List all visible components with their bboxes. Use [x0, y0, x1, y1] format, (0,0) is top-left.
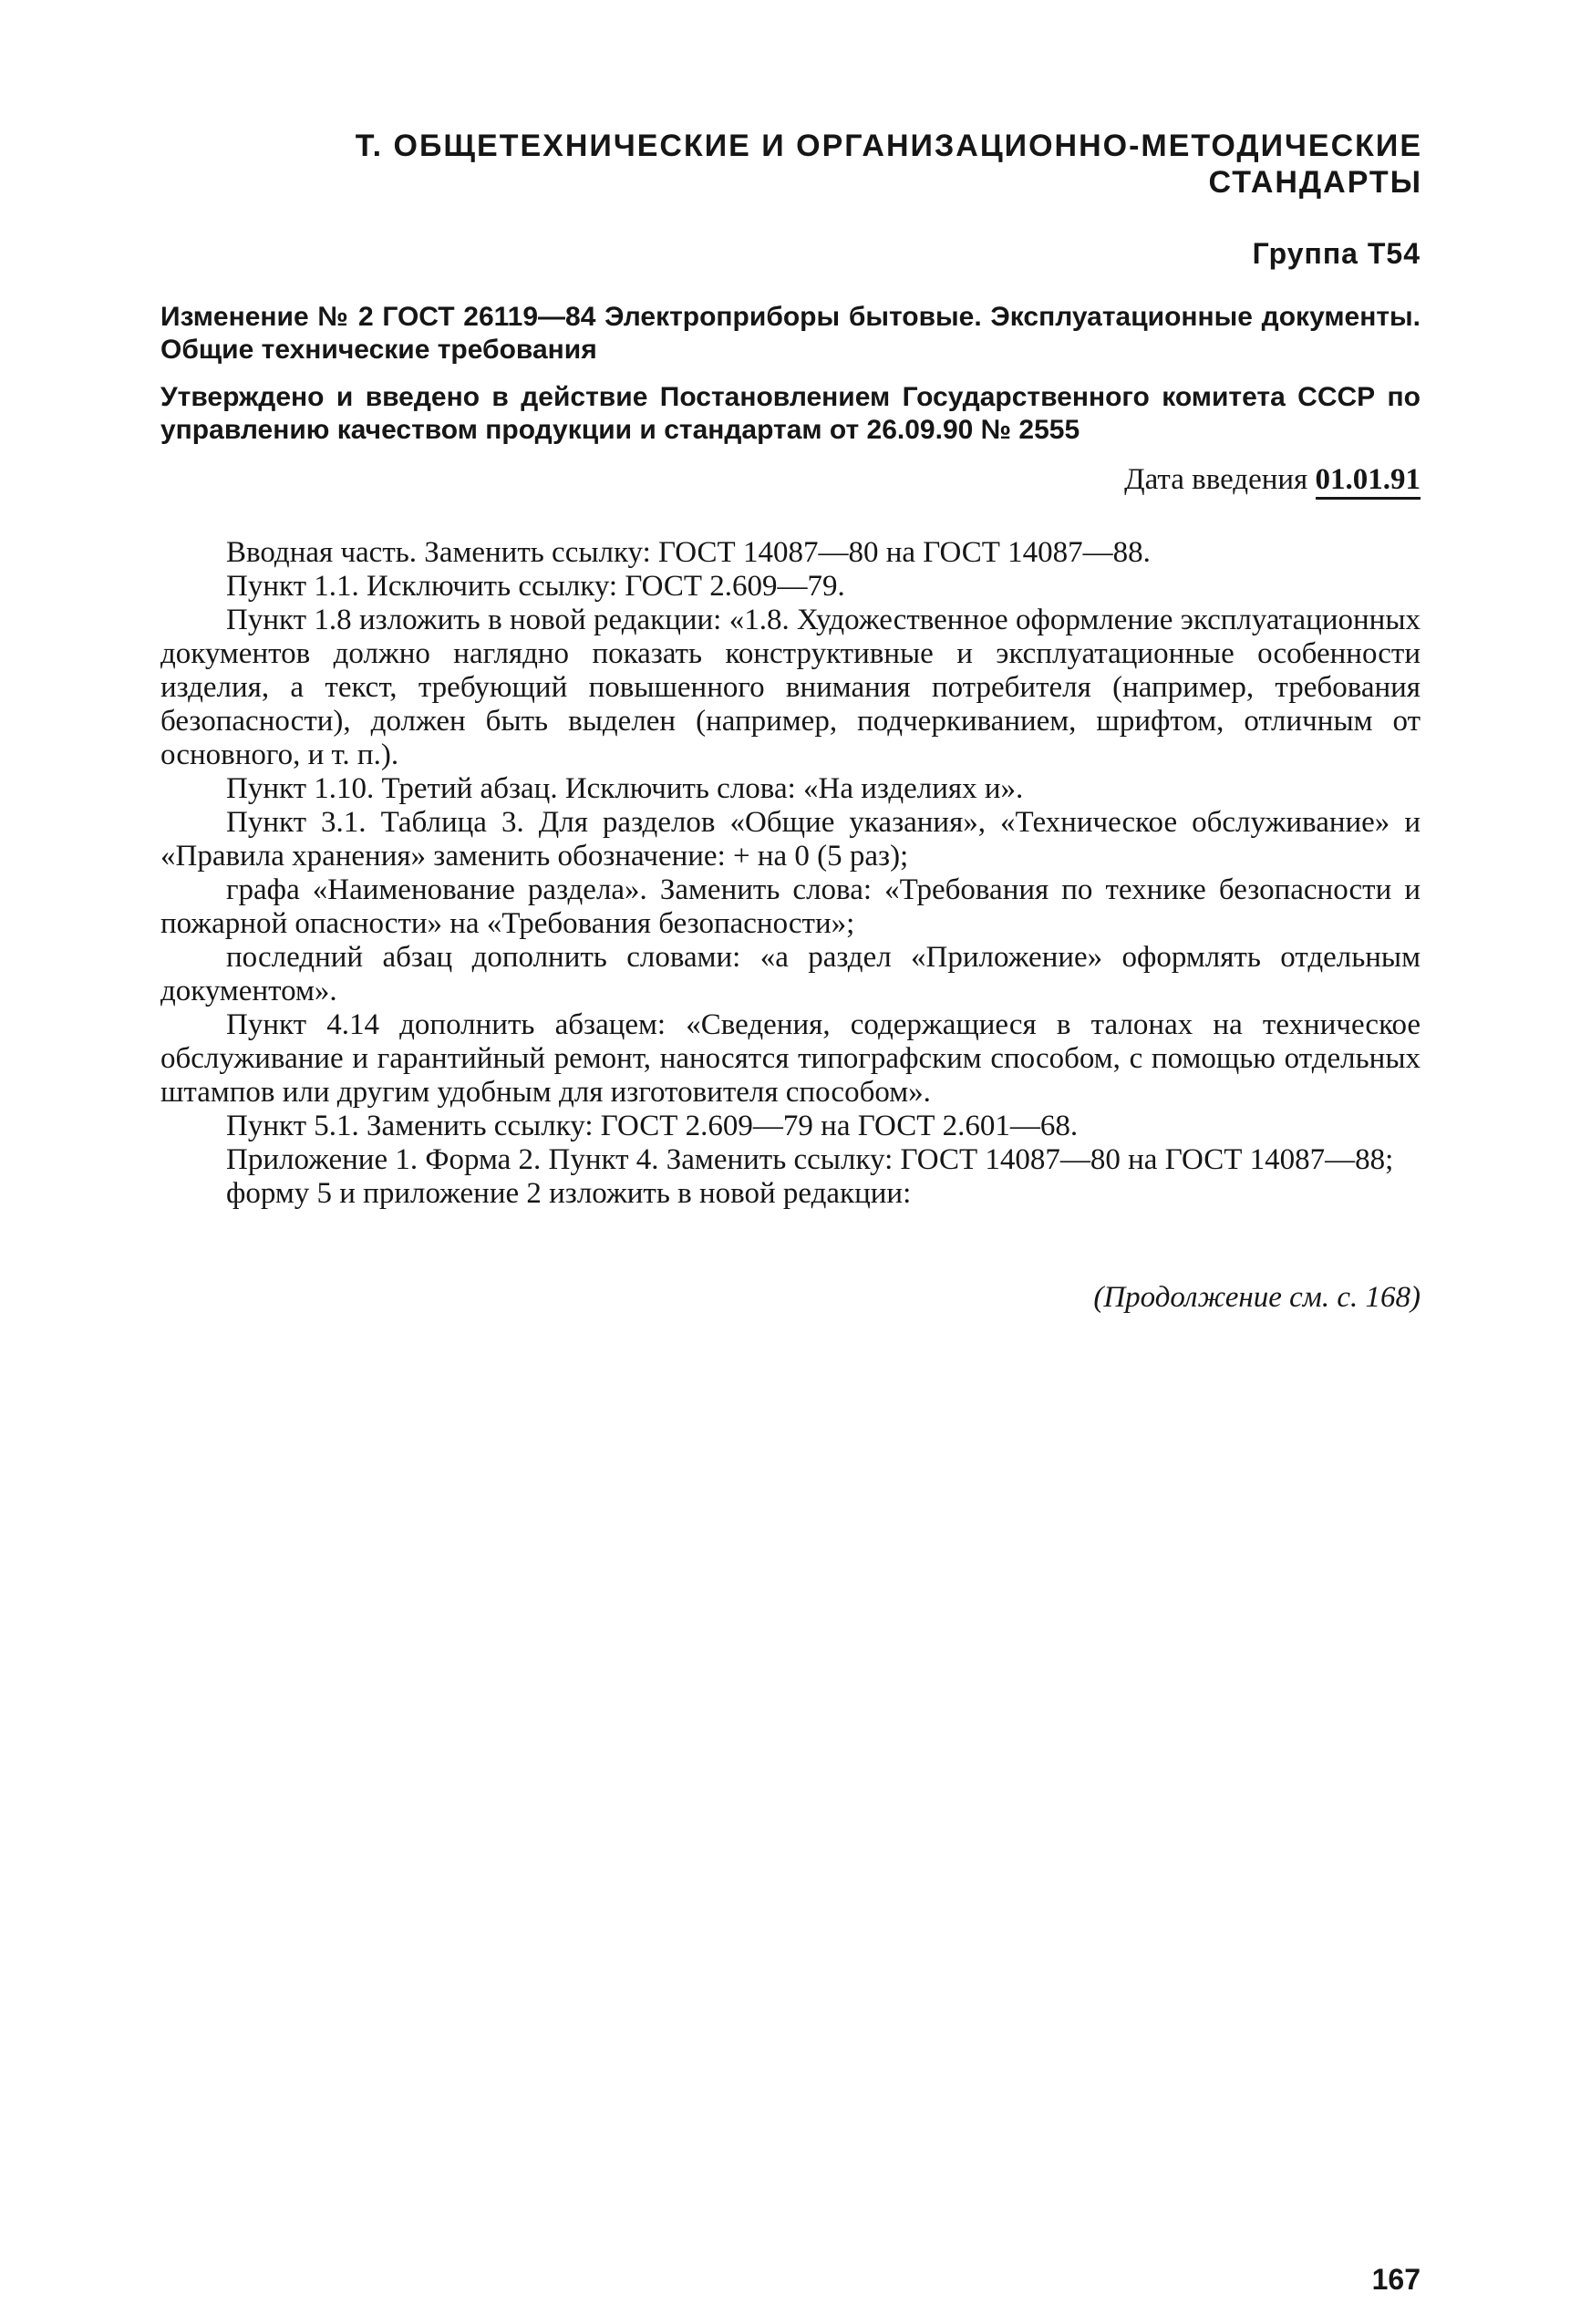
body-paragraph: Пункт 5.1. Заменить ссылку: ГОСТ 2.609—79 на ГОСТ 2.601—68. — [226, 1110, 1079, 1142]
group-code: Группа Т54 — [1252, 237, 1421, 270]
body-paragraph: Пункт 1.10. Третий абзац. Исключить слова: «На изделиях и». — [226, 772, 1024, 805]
approval-statement: Утверждено и введено в действие Постановлением Государственного комитета СССР по управлению качеством продукции и стандартам от 26.09.90 № 2555 — [160, 382, 1421, 445]
effective-date-value: 01.01.91 — [1316, 463, 1421, 500]
amendment-title: Изменение № 2 ГОСТ 26119—84 Электроприборы бытовые. Эксплуатационные документы. Общие технические требования — [160, 302, 1421, 365]
section-title-line-1: Т. ОБЩЕТЕХНИЧЕСКИЕ И ОРГАНИЗАЦИОННО-МЕТОДИЧЕСКИЕ — [355, 129, 1422, 163]
body-paragraph: графа «Наименование раздела». Заменить слова: «Требования по технике безопасности и пожарной опасности» на «Требования безопасности»; — [160, 873, 1421, 940]
body-paragraph: Пункт 3.1. Таблица 3. Для разделов «Общие указания», «Техническое обслуживание» и «Правила хранения» заменить обозначение: + на 0 (5 раз); — [160, 806, 1421, 873]
body-paragraph: Пункт 4.14 дополнить абзацем: «Сведения, содержащиеся в талонах на техническое обслуживание и гарантийный ремонт, наносятся типографским способом, с помощью отдельных штампов или другим удобным для изготовителя способом». — [160, 1008, 1421, 1109]
page-number: 167 — [1371, 2263, 1421, 2296]
body-paragraph: Вводная часть. Заменить ссылку: ГОСТ 14087—80 на ГОСТ 14087—88. — [226, 536, 1151, 569]
amendment-body — [160, 536, 1421, 1211]
body-paragraph: Пункт 1.1. Исключить ссылку: ГОСТ 2.609—79. — [226, 570, 845, 603]
body-paragraph: Приложение 1. Форма 2. Пункт 4. Заменить ссылку: ГОСТ 14087—80 на ГОСТ 14087—88; — [226, 1143, 1394, 1176]
body-paragraph: Пункт 1.8 изложить в новой редакции: «1.8. Художественное оформление эксплуатационных документов должно наглядно показать конструктивные и эксплуатационные особенности изделия, а текст, требующий повышенного внимания потребителя (например, требования безопасности), должен быть выделен (например, подчеркиванием, шрифтом, отличным от основного, и т. п.). — [160, 604, 1421, 771]
body-paragraph: последний абзац дополнить словами: «а раздел «Приложение» оформлять отдельным документом». — [160, 941, 1421, 1007]
section-title-line-2: СТАНДАРТЫ — [1208, 165, 1422, 200]
effective-date — [1124, 463, 1421, 497]
effective-date-label: Дата введения — [1124, 463, 1308, 496]
continued-note: (Продолжение см. с. 168) — [1093, 1281, 1421, 1314]
body-paragraph: форму 5 и приложение 2 изложить в новой редакции: — [226, 1177, 912, 1210]
